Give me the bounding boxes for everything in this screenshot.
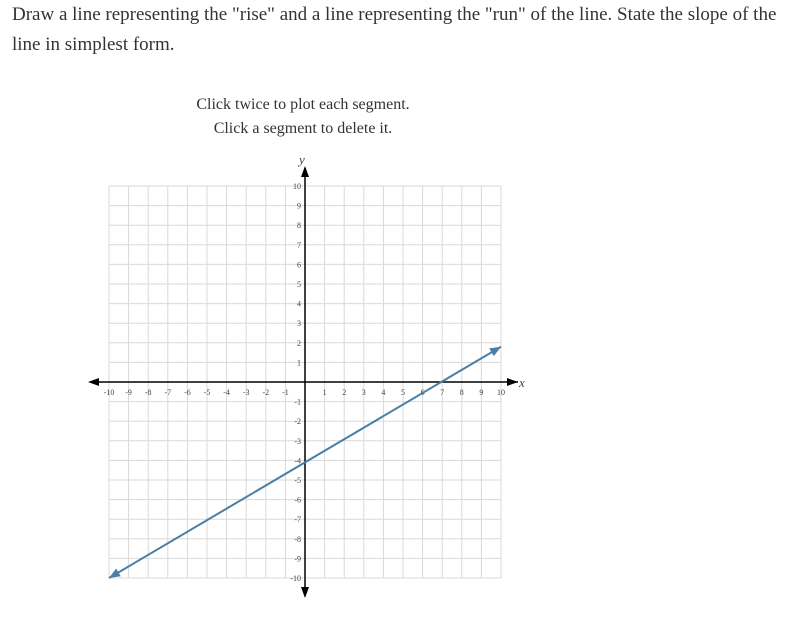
y-tick-label: -2 [294,417,301,427]
x-tick-label: -8 [144,388,152,397]
x-axis-arrow-left-icon [88,378,99,386]
x-tick-label: 9 [479,388,484,397]
x-tick-label: -5 [203,388,211,397]
y-tick-label: -3 [294,436,301,446]
y-tick-label: -4 [294,456,301,466]
x-tick-label: 10 [497,388,505,397]
y-tick-label: -10 [290,574,301,583]
line-arrow-end-icon [489,347,501,356]
x-tick-label: -9 [125,388,132,397]
y-tick-label: -7 [294,515,301,525]
x-axis-label: x [519,375,525,390]
question-text: Draw a line representing the "rise" and a line representing the "run" of the line. State the slope of the line in simplest form. [12,4,777,55]
y-tick-label: -1 [294,397,301,407]
x-tick-label: 7 [440,388,445,397]
y-tick-label: 6 [297,260,301,270]
y-tick-label: 10 [293,182,301,191]
x-tick-label: 8 [459,388,464,397]
y-tick-label: 7 [297,240,301,250]
axes [88,166,518,598]
x-tick-label: -4 [223,388,230,397]
y-tick-label: 9 [297,201,301,211]
x-tick-label: -3 [242,388,250,397]
y-tick-label: -5 [294,476,301,485]
y-tick-label: 3 [297,319,301,329]
x-tick-label: -2 [262,388,270,397]
instruction-plot: Click twice to plot each segment. [196,96,410,113]
y-axis-arrow-up-icon [301,166,309,177]
x-tick-label: -6 [184,388,191,397]
y-tick-label: 1 [297,358,301,368]
y-tick-label: 4 [297,299,301,309]
x-tick-label: 1 [322,388,327,397]
x-tick-label: 3 [361,388,366,397]
x-tick-label: -7 [164,388,172,397]
x-tick-label: -10 [103,388,115,397]
y-axis-arrow-down-icon [301,587,309,598]
y-tick-label: -6 [294,495,301,505]
x-tick-label: 2 [342,388,347,397]
instruction-delete: Click a segment to delete it. [213,120,393,137]
y-tick-label: 5 [297,280,301,289]
x-tick-label: 4 [381,388,386,397]
x-tick-label: -1 [282,388,289,397]
y-tick-label: -9 [294,554,301,564]
y-tick-label: 2 [297,338,301,348]
y-axis-label: y [299,152,305,167]
y-tick-label: -8 [294,534,301,544]
line-arrow-start-icon [109,569,121,578]
x-axis-arrow-right-icon [507,378,518,386]
x-tick-label: 5 [401,388,405,397]
y-tick-label: 8 [297,221,301,231]
